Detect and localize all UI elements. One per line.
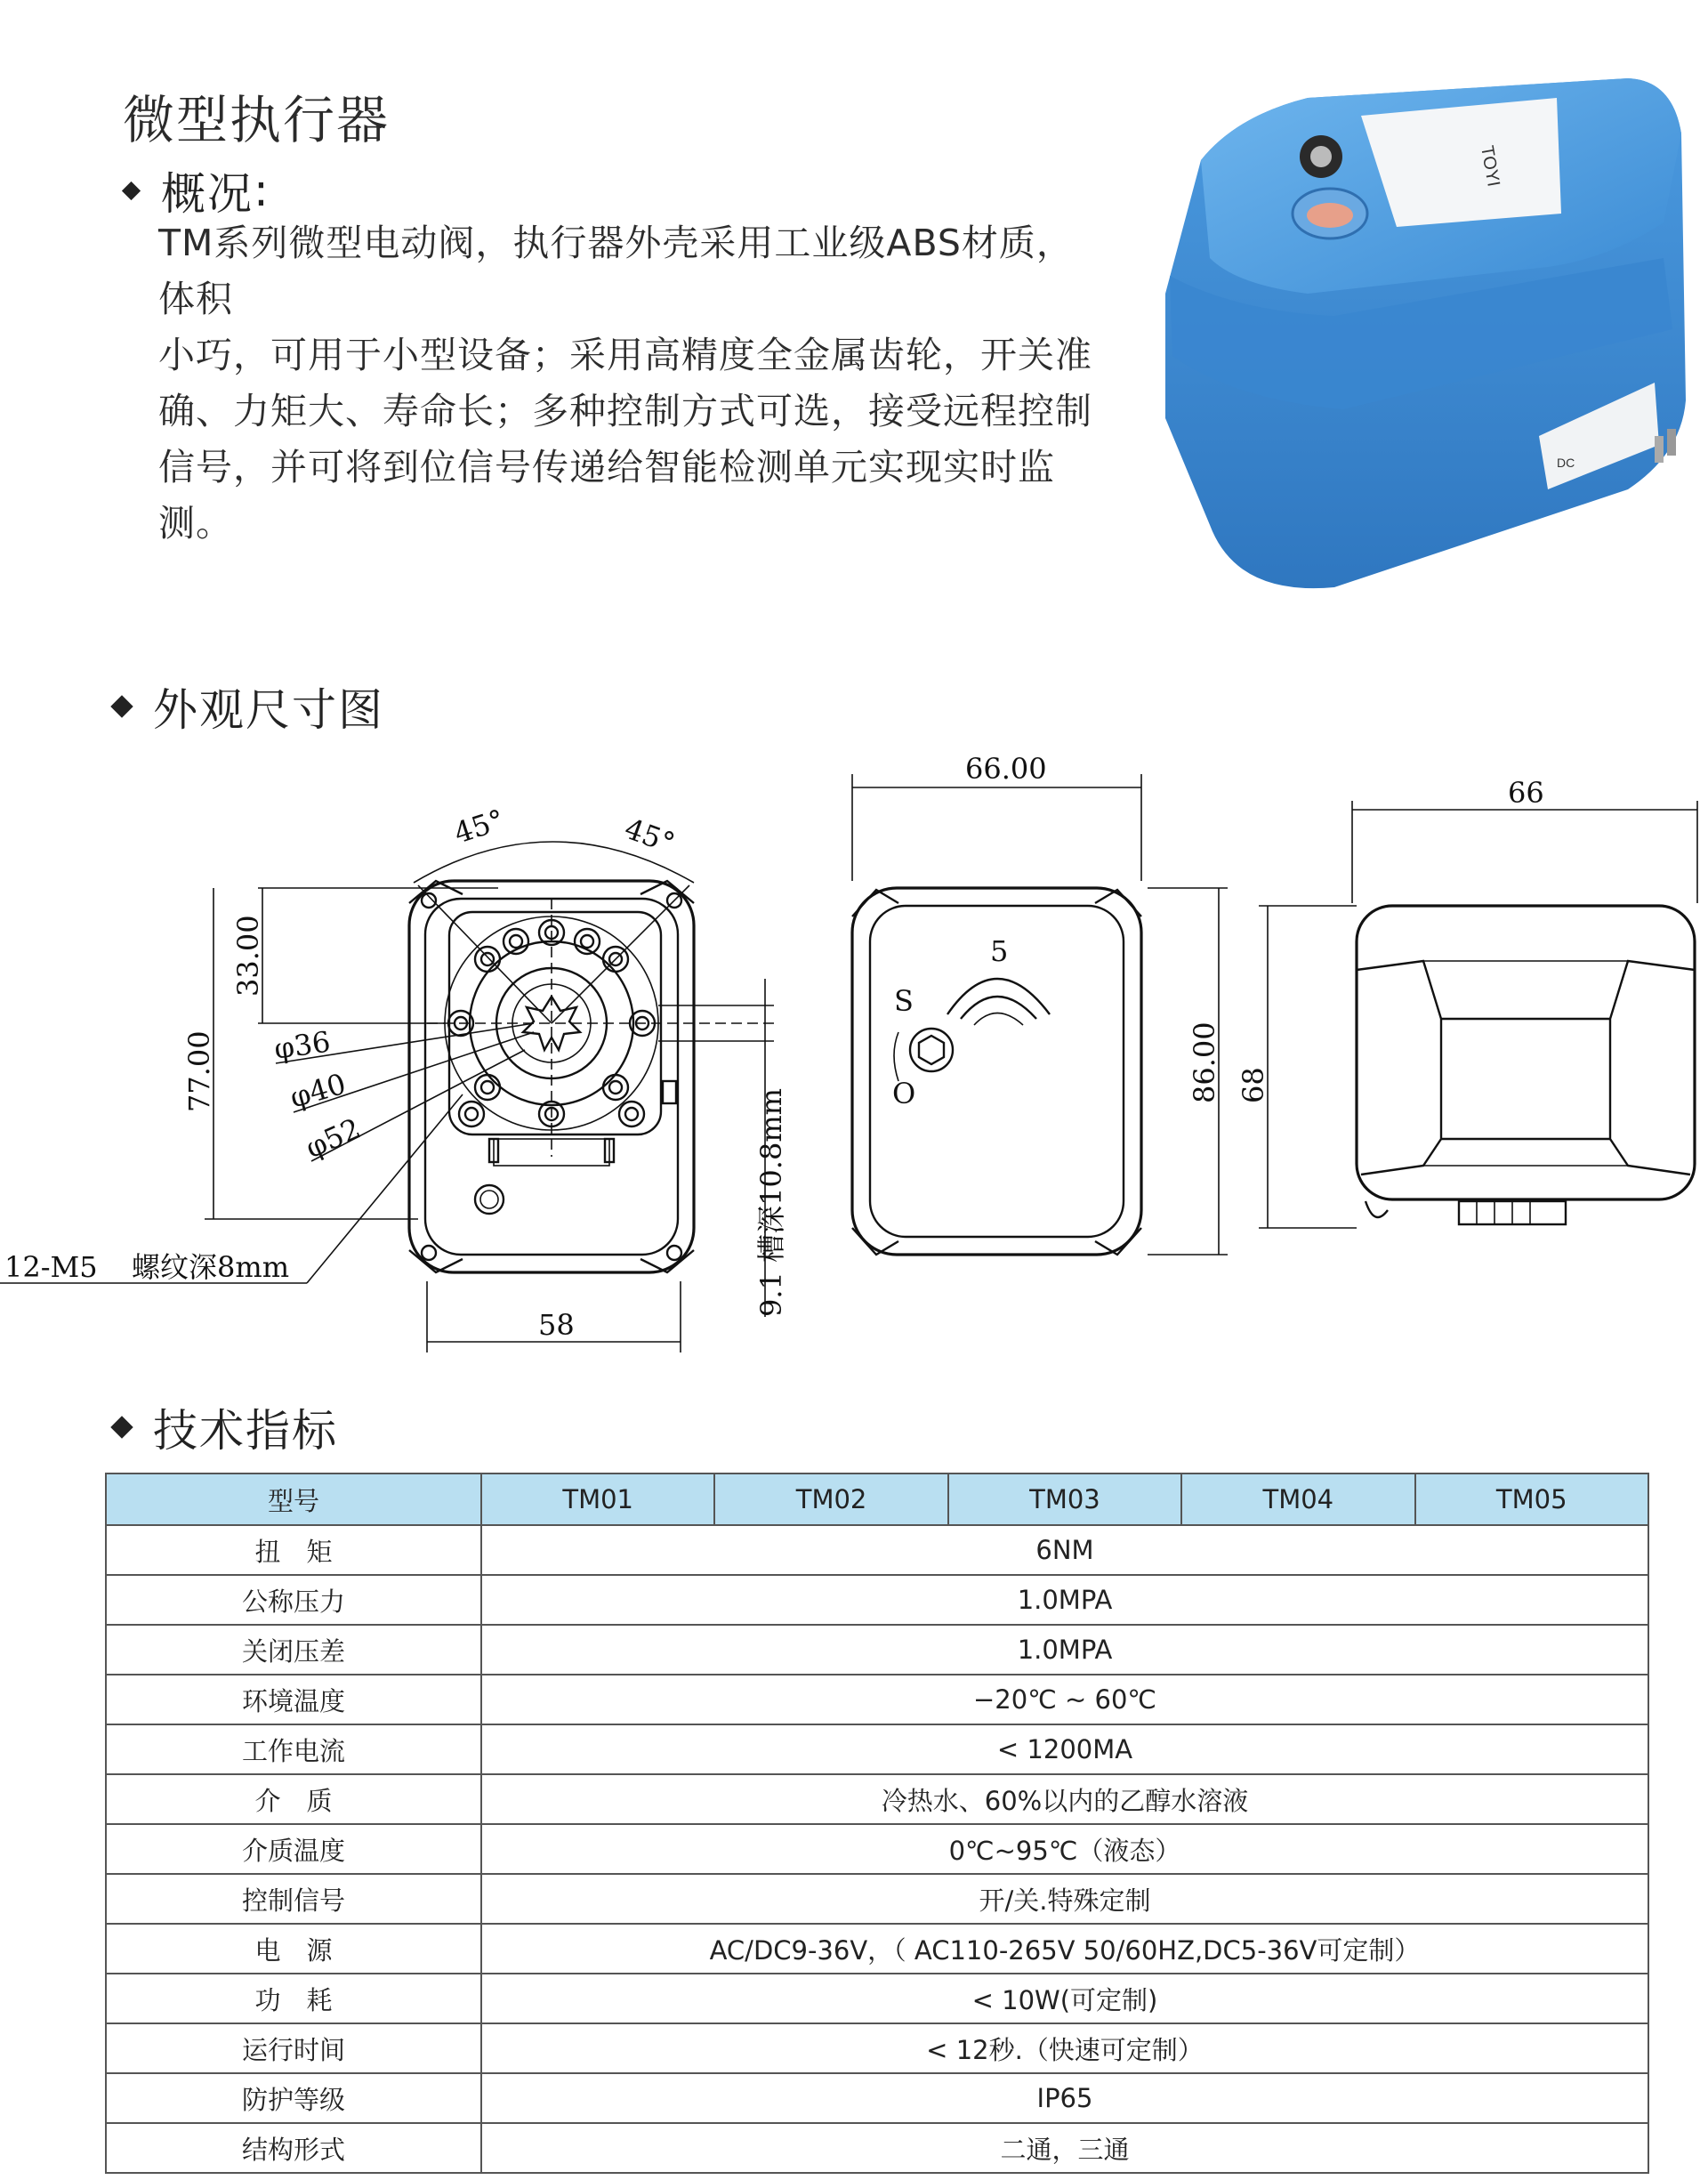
row-label: 扭 矩 (106, 1525, 481, 1575)
row-value: 1.0MPA (481, 1575, 1648, 1625)
front-dim-phi52: φ52 (300, 1110, 366, 1166)
front-dim-58: 58 (538, 1308, 575, 1342)
top-dim-86: 86.00 (1188, 1021, 1221, 1103)
front-dim-33: 33.00 (231, 915, 265, 997)
table-row (106, 1625, 1648, 1675)
specs-heading (114, 1395, 338, 1459)
row-label: 公称压力 (106, 1575, 481, 1625)
row-label: 电 源 (106, 1924, 481, 1974)
thread-spec: 12-M5 (4, 1250, 98, 1284)
wiring-label-dc: DC (1557, 456, 1575, 470)
dimensions-heading (114, 674, 384, 739)
header-model-label: 型号 (106, 1474, 481, 1525)
row-label: 介 质 (106, 1774, 481, 1824)
row-label: 环境温度 (106, 1675, 481, 1724)
dimension-drawings (0, 747, 1708, 1352)
row-value: IP65 (481, 2073, 1648, 2123)
row-label: 关闭压差 (106, 1625, 481, 1675)
diamond-bullet-icon (110, 695, 133, 717)
row-value: 二通，三通 (481, 2123, 1648, 2173)
table-row (106, 2123, 1648, 2173)
top-view-drawing (852, 752, 1228, 1255)
header-model-tm01: TM01 (481, 1474, 714, 1525)
row-label: 结构形式 (106, 2123, 481, 2173)
header-model-tm05: TM05 (1415, 1474, 1649, 1525)
top-dim-66: 66.00 (965, 752, 1047, 786)
overview-line: 信号，并可将到位信号传递给智能检测单元实现实时监测。 (158, 446, 1055, 545)
overview-heading-text: 概况 (161, 168, 254, 220)
row-value: −20℃ ~ 60℃ (481, 1675, 1648, 1724)
top-mark-s: S (894, 984, 914, 1018)
side-view-drawing (1237, 776, 1697, 1228)
table-row (106, 1824, 1648, 1874)
row-label: 功 耗 (106, 1974, 481, 2023)
row-value: < 1200MA (481, 1724, 1648, 1774)
table-row (106, 1974, 1648, 2023)
front-dim-77: 77.00 (182, 1030, 216, 1112)
row-label: 运行时间 (106, 2023, 481, 2073)
overview-line: 小巧，可用于小型设备；采用高精度全金属齿轮，开关准 (158, 334, 1092, 376)
overview-line: 确、力矩大、寿命长；多种控制方式可选，接受远程控制 (158, 390, 1092, 432)
table-row (106, 2073, 1648, 2123)
row-label: 工作电流 (106, 1724, 481, 1774)
dimensions-heading-text: 外观尺寸图 (153, 684, 384, 736)
table-row (106, 1774, 1648, 1824)
row-value: < 12秒.（快速可定制） (481, 2023, 1648, 2073)
table-row (106, 2023, 1648, 2073)
diamond-bullet-icon (110, 1416, 133, 1438)
table-row (106, 1724, 1648, 1774)
front-dim-phi40: φ40 (286, 1066, 350, 1115)
row-value: AC/DC9-36V，（ AC110-265V 50/60HZ,DC5-36V可定制） (481, 1924, 1648, 1974)
row-label: 防护等级 (106, 2073, 481, 2123)
header-model-tm03: TM03 (948, 1474, 1181, 1525)
header-model-tm02: TM02 (714, 1474, 947, 1525)
table-row (106, 1924, 1648, 1974)
front-angle-left-label: 45° (449, 802, 509, 851)
top-mark-o: O (892, 1077, 916, 1110)
row-value: 开/关.特殊定制 (481, 1874, 1648, 1924)
row-value: 冷热水、60%以内的乙醇水溶液 (481, 1774, 1648, 1824)
top-mark-5: 5 (990, 934, 1009, 968)
front-dim-phi36: φ36 (271, 1024, 333, 1066)
row-value: 6NM (481, 1525, 1648, 1575)
overview-heading-colon: : (254, 165, 270, 216)
row-value: 1.0MPA (481, 1625, 1648, 1675)
table-row (106, 1525, 1648, 1575)
row-value: 0℃~95℃（液态） (481, 1824, 1648, 1874)
overview-line: TM系列微型电动阀，执行器外壳采用工业级ABS材质，体积 (158, 222, 1074, 320)
table-row (106, 1675, 1648, 1724)
side-dim-68: 68 (1237, 1067, 1270, 1103)
row-label: 介质温度 (106, 1824, 481, 1874)
page-title: 微型执行器 (123, 90, 391, 150)
actuator-product-image (1130, 62, 1699, 596)
row-value: < 10W(可定制) (481, 1974, 1648, 2023)
product-brand: TOYI (1477, 144, 1503, 189)
header-model-tm04: TM04 (1181, 1474, 1414, 1525)
front-angle-right-label: 45° (620, 811, 680, 860)
front-view-drawing (0, 803, 788, 1352)
diamond-bullet-icon (122, 181, 141, 199)
table-row (106, 1575, 1648, 1625)
side-dim-66: 66 (1508, 776, 1544, 810)
row-label: 控制信号 (106, 1874, 481, 1924)
specs-heading-text: 技术指标 (153, 1405, 338, 1457)
overview-text (158, 215, 1101, 552)
slot-depth-label: 9.1 槽深10.8mm (754, 1087, 788, 1317)
table-row (106, 1874, 1648, 1924)
overview-heading (125, 158, 270, 222)
specs-table (105, 1473, 1649, 2174)
thread-depth: 螺纹深8mm (132, 1250, 290, 1284)
table-header-row (106, 1474, 1648, 1525)
